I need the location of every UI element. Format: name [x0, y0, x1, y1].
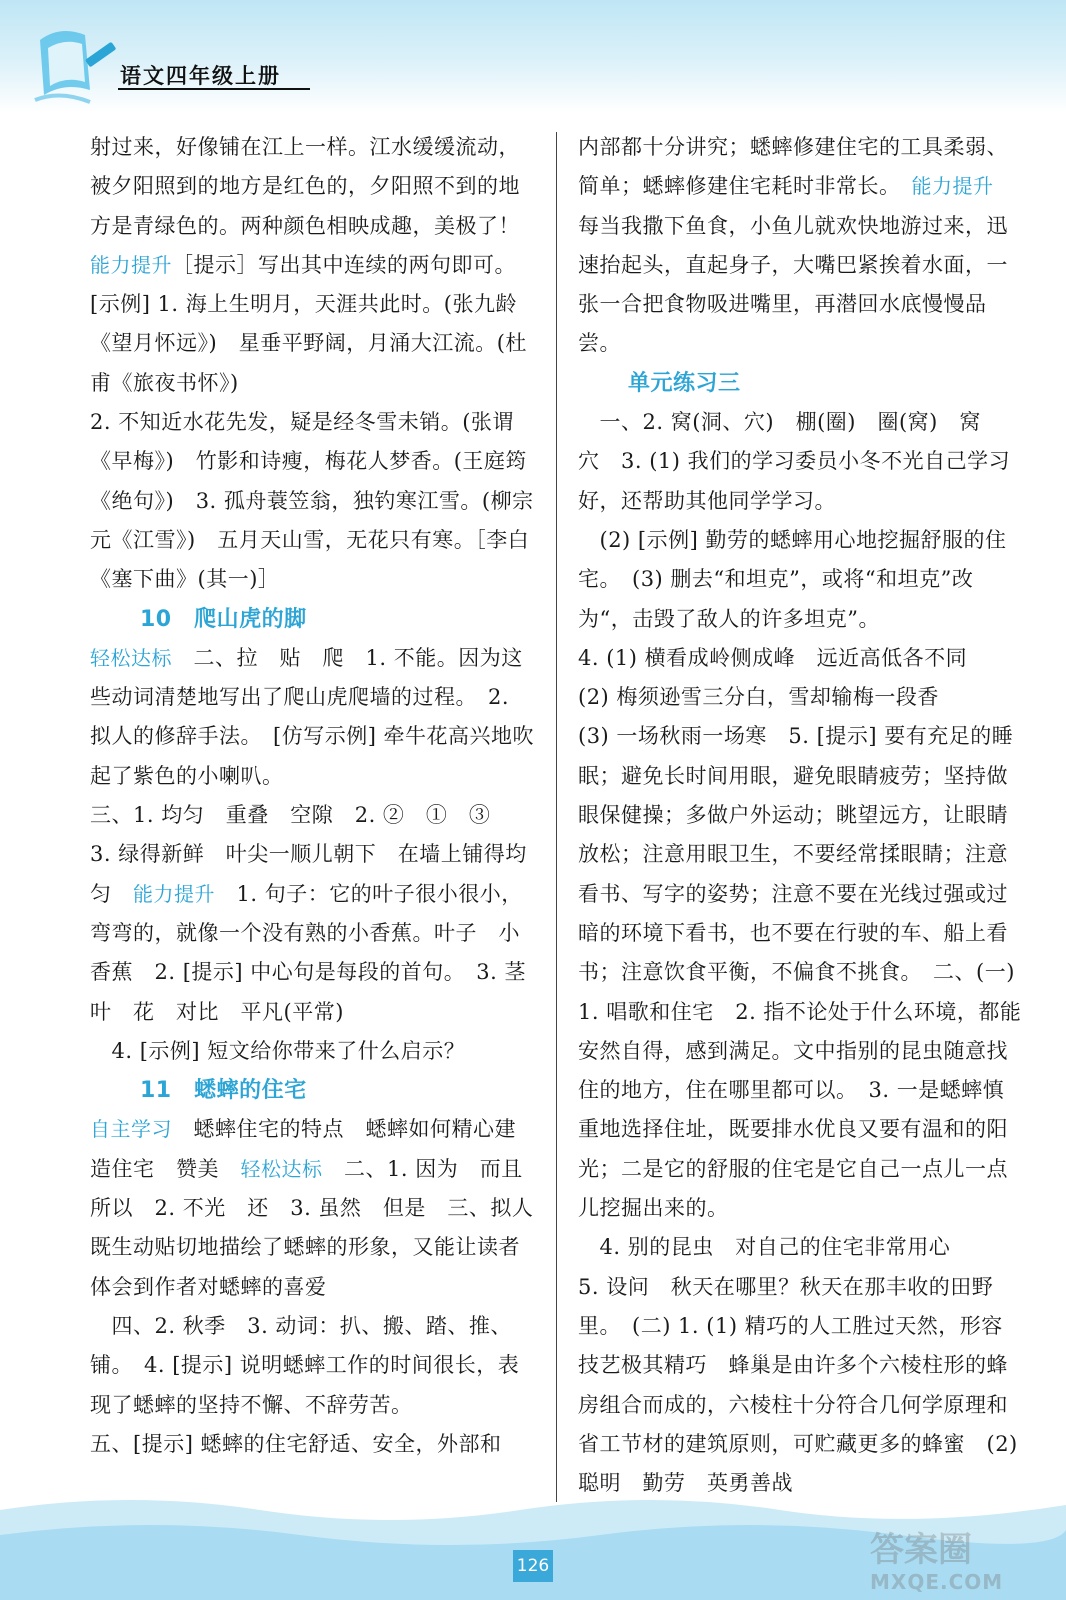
answer-text: 4. [示例] 短文给你带来了什么启示？: [90, 1038, 466, 1063]
answer-text: 射过来，好像铺在江上一样。江水缓缓流动，被夕阳照到的地方是红色的，夕阳照不到的地方是青绿色的。两种颜色相映成趣，美极了！: [90, 135, 520, 238]
answer-text: 蟋蟀住宅的特点 蟋蟀如何精心建造住宅 赞美: [90, 1117, 516, 1181]
answer-text: (3) 一场秋雨一场寒 5. [提示] 要有充足的睡眠；避免长时间用眼，避免眼睛疲劳；坚持做眼保健操；多做户外运动；眺望远方，让眼睛放松；注意用眼卫生，不要经常揉眼睛；注意看书、写字的姿势；注意不要在光线过强或过暗的环境下看书，也不要在行驶的车、船上看书；注意饮食平衡，不偏食不挑食。 二、(一) 1. 唱歌和住宅 2. 指不论处于什么环境，都能安然自得，感到满足。文中指别的昆虫随意找住的地方，住在哪里都可以。 3. 一是蟋蟀慎重地选择住址，既要排水优良又要有温和的阳光；二是它的舒服的住宅是它自己一点儿一点儿挖掘出来的。: [578, 724, 1022, 1221]
answer-text: (2) [示例] 勤劳的蟋蟀用心地挖掘舒服的住宅。 (3) 删去“和坦克”，或将“和坦克”改为“，击毁了敌人的许多坦克”。: [578, 527, 1007, 631]
book-title: 语文四年级上册: [120, 64, 281, 88]
section-tag: 能力提升: [911, 174, 994, 199]
book-logo-icon: [30, 20, 120, 110]
answer-text: 4. (1) 横看成岭侧成峰 远近高低各不同: [578, 645, 968, 670]
section-tag: 轻松达标: [240, 1156, 323, 1181]
watermark-top: 答案圈: [870, 1530, 972, 1570]
watermark-bottom: MXQE.COM: [870, 1570, 1004, 1594]
answer-text: 内部都十分讲究；蟋蟀修建住宅的工具柔弱、简单；蟋蟀修建住宅耗时非常长。: [578, 135, 1008, 199]
answer-text: 3. 绿得新鲜 叶尖一顺儿朝下 在墙上铺得均匀: [90, 842, 527, 906]
right-column: [578, 128, 1023, 1503]
answer-text: 5. 设问 秋天在哪里？秋天在那丰收的田野里。 (二) 1. (1) 精巧的人工胜过天然，形容技艺极其精巧 蜂巢是由许多个六棱柱形的蜂房组合而成的，六棱柱十分符合几何学原理和省工节材的建筑原则，可贮藏更多的蜂蜜 (2) 聪明 勤劳 英勇善战: [578, 1274, 1018, 1496]
answer-text: 二、1. 因为 而且 所以 2. 不光 还 3. 虽然 但是 三、拟人 既生动贴切地描绘了蟋蟀的形象，又能让读者体会到作者对蟋蟀的喜爱: [90, 1156, 555, 1299]
answer-text: 1. 句子：它的叶子很小很小，弯弯的，就像一个没有熟的小香蕉。叶子 小香蕉 2. [提示] 中心句是每段的首句。 3. 茎 叶 花 对比 平凡(平常): [90, 881, 548, 1024]
section-11-body: [90, 1110, 555, 1464]
answer-text: 2. 不知近水花先发，疑是经冬雪未销。(张谓《早梅》) 竹影和诗瘦，梅花人梦香。(王庭筠《绝句》) 3. 孤舟蓑笠翁，独钓寒江雪。(柳宗元《江雪》) 五月天山雪，无花只有寒。［李白《塞下曲》(其一)］: [90, 410, 534, 592]
section-10-body: [90, 639, 548, 1071]
section-tag: 能力提升: [133, 881, 215, 906]
answer-text: 四、2. 秋季 3. 动词：扒、搬、踏、推、铺。 4. [提示] 说明蟋蟀工作的时间很长，表现了蟋蟀的坚持不懈、不辞劳苦。: [90, 1313, 520, 1417]
section-10-title: 10 爬山虎的脚: [140, 606, 307, 632]
header-band: [0, 0, 1066, 112]
answer-text: 4. 别的昆虫 对自己的住宅非常用心: [578, 1235, 951, 1260]
answer-text: 五、[提示] 蟋蟀的住宅舒适、安全，外部和: [90, 1431, 502, 1456]
title-underline: [118, 88, 310, 90]
section-tag: 自主学习: [90, 1117, 172, 1142]
section-tag: 能力提升: [90, 252, 172, 277]
unit-3-title: 单元练习三: [628, 370, 741, 396]
column-divider: [556, 132, 557, 1502]
answer-text: ［提示］写出其中连续的两句即可。[示例] 1. 海上生明月，天涯共此时。(张九龄《望月怀远》) 星垂平野阔，月涌大江流。(杜甫《旅夜书怀》): [90, 252, 527, 395]
unit-3-body: [578, 403, 1023, 1503]
answer-text: 一、2. 窝(洞、穴) 棚(圈) 圈(窝) 窝 穴 3. (1) 我们的学习委员小冬不光自己学习好，还帮助其他同学学习。: [578, 410, 1011, 513]
left-intro: [90, 128, 535, 600]
page-number: 126: [513, 1550, 553, 1582]
watermark: [870, 1530, 1060, 1596]
answer-text: 二、拉 贴 爬 1. 不能。因为这些动词清楚地写出了爬山虎爬墙的过程。 2. 拟人的修辞手法。 [仿写示例] 牵牛花高兴地吹起了紫色的小喇叭。: [90, 645, 535, 788]
section-11-title: 11 蟋蟀的住宅: [140, 1078, 307, 1104]
left-column: [90, 128, 555, 1464]
right-intro: [578, 128, 1023, 364]
answer-text: 三、1. 均匀 重叠 空隙 2. ② ① ③: [90, 803, 491, 828]
section-tag: 轻松达标: [90, 645, 172, 670]
answer-text: 每当我撒下鱼食，小鱼儿就欢快地游过来，迅速抬起头，直起身子，大嘴巴紧挨着水面，一张一合把食物吸进嘴里，再潜回水底慢慢品尝。: [578, 174, 1015, 356]
answer-text: (2) 梅须逊雪三分白，雪却输梅一段香: [578, 685, 939, 710]
